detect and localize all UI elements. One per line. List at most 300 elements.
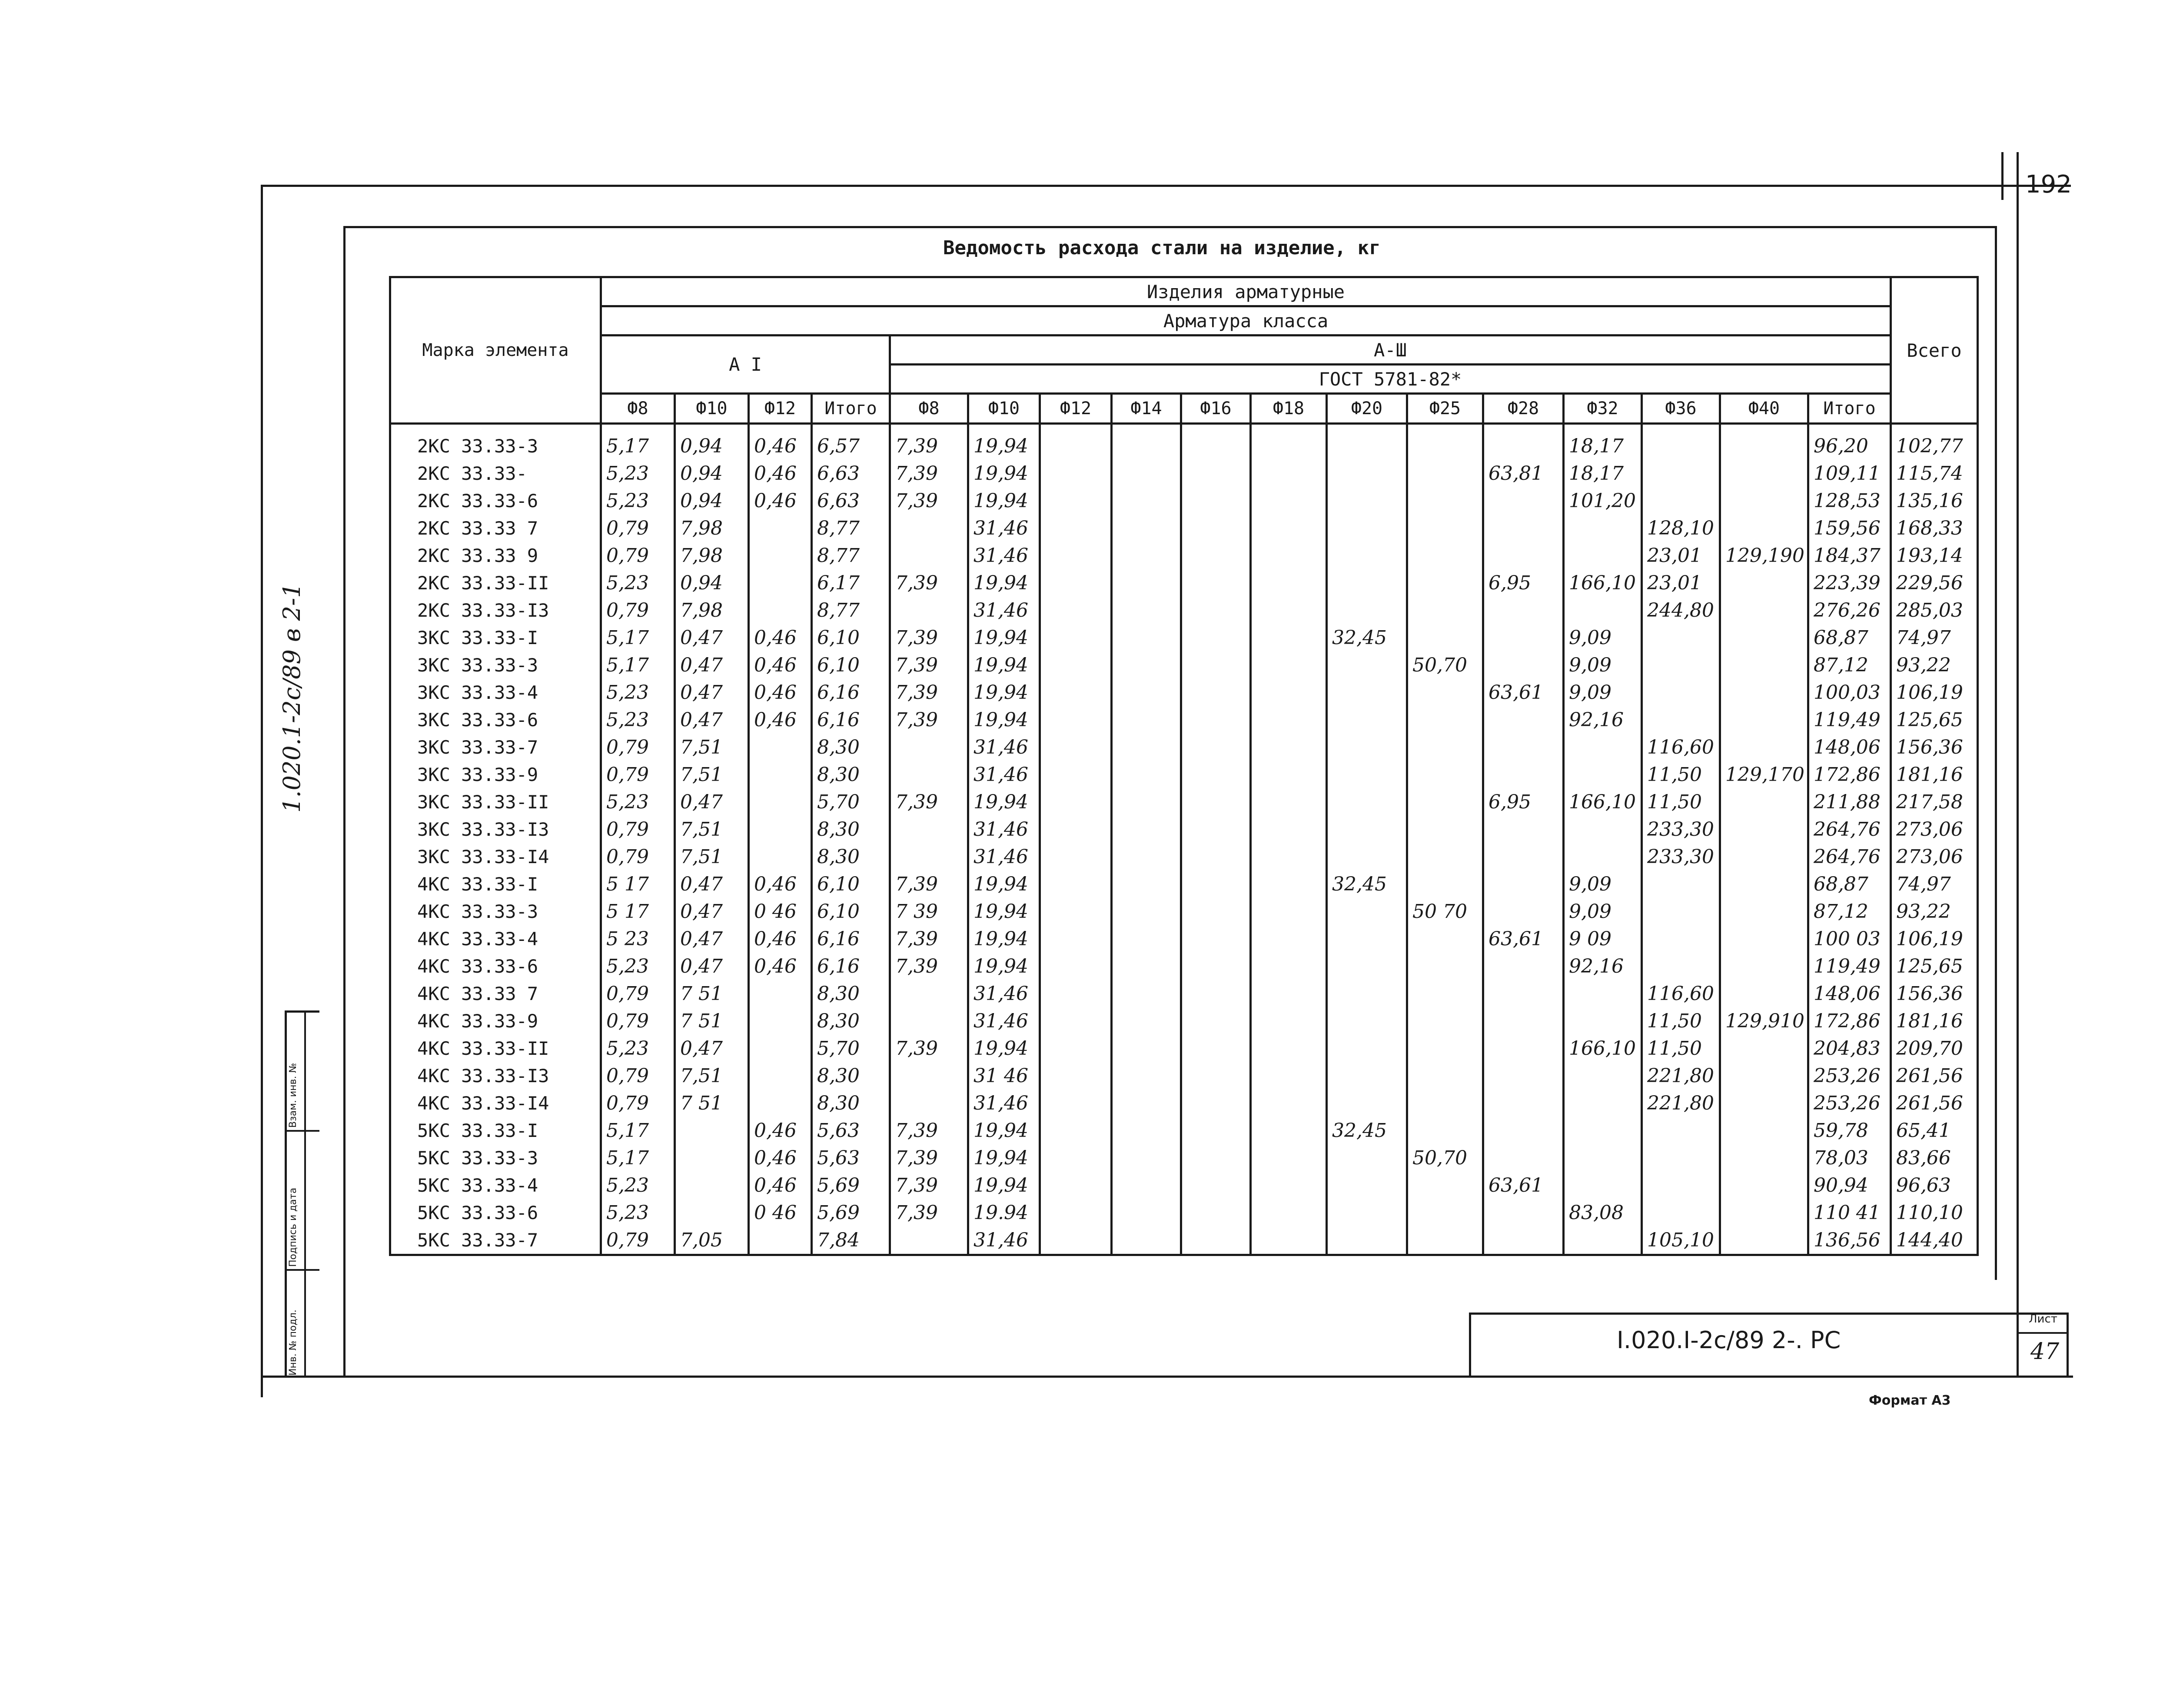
- value-cell: 148,06: [1808, 980, 1891, 1007]
- value-cell: 6,63: [812, 460, 890, 487]
- value-cell: 116,60: [1642, 980, 1720, 1007]
- value-cell: 7,39: [890, 953, 968, 980]
- element-mark: 5КС 33.33-3: [390, 1144, 601, 1172]
- grand-total-cell: 261,56: [1891, 1062, 1977, 1090]
- value-cell: 0,46: [749, 624, 812, 651]
- value-cell: 0,47: [675, 898, 749, 925]
- value-cell: [1251, 1007, 1327, 1035]
- value-cell: [1720, 651, 1808, 679]
- value-cell: 5,69: [812, 1172, 890, 1199]
- value-cell: [1251, 843, 1327, 871]
- value-cell: 5,17: [601, 1144, 675, 1172]
- value-cell: [1112, 515, 1181, 542]
- value-cell: [1040, 734, 1112, 761]
- value-cell: 83,08: [1564, 1199, 1642, 1226]
- value-cell: [675, 1117, 749, 1144]
- grand-total-cell: 74,97: [1891, 624, 1977, 651]
- value-cell: [1251, 624, 1327, 651]
- value-cell: [1040, 624, 1112, 651]
- value-cell: [1483, 1090, 1564, 1117]
- value-cell: [1181, 788, 1251, 816]
- grand-total-cell: 93,22: [1891, 651, 1977, 679]
- value-cell: 8,30: [812, 816, 890, 843]
- value-cell: 0,79: [601, 1226, 675, 1255]
- value-cell: 0,79: [601, 1062, 675, 1090]
- value-cell: [1181, 1144, 1251, 1172]
- value-cell: 105,10: [1642, 1226, 1720, 1255]
- grand-total-cell: 273,06: [1891, 843, 1977, 871]
- value-cell: 7,51: [675, 843, 749, 871]
- value-cell: [1483, 424, 1564, 460]
- value-cell: 5,17: [601, 1117, 675, 1144]
- value-cell: [1181, 1226, 1251, 1255]
- value-cell: [1720, 1090, 1808, 1117]
- value-cell: 129,170: [1720, 761, 1808, 788]
- value-cell: 5,17: [601, 624, 675, 651]
- table-row: [390, 1172, 1978, 1199]
- element-mark: 3КС 33.33-3: [390, 651, 601, 679]
- value-cell: 7,51: [675, 1062, 749, 1090]
- value-cell: 32,45: [1327, 1117, 1407, 1144]
- grand-total-cell: 261,56: [1891, 1090, 1977, 1117]
- col-a3-d12: Ф12: [1040, 394, 1112, 424]
- value-cell: 7 39: [890, 898, 968, 925]
- value-cell: 9 09: [1564, 925, 1642, 953]
- value-cell: 0,47: [675, 651, 749, 679]
- side-document-code: 1.020.1-2c/89 в 2-1: [278, 583, 306, 813]
- value-cell: 0,79: [601, 980, 675, 1007]
- grand-total-cell: 96,63: [1891, 1172, 1977, 1199]
- value-cell: 0,79: [601, 761, 675, 788]
- value-cell: [1112, 460, 1181, 487]
- value-cell: 8,30: [812, 734, 890, 761]
- value-cell: [1564, 980, 1642, 1007]
- value-cell: [1327, 761, 1407, 788]
- value-cell: [1112, 542, 1181, 569]
- value-cell: [1720, 460, 1808, 487]
- value-cell: [1407, 761, 1483, 788]
- value-cell: 0,46: [749, 651, 812, 679]
- value-cell: 100 03: [1808, 925, 1891, 953]
- col-a1-d8: Ф8: [601, 394, 675, 424]
- value-cell: 11,50: [1642, 1007, 1720, 1035]
- value-cell: 19,94: [968, 953, 1040, 980]
- value-cell: 6,10: [812, 871, 890, 898]
- value-cell: 7,51: [675, 761, 749, 788]
- element-mark: 3КС 33.33-II: [390, 788, 601, 816]
- value-cell: [1181, 871, 1251, 898]
- value-cell: 0,79: [601, 734, 675, 761]
- value-cell: [1112, 424, 1181, 460]
- value-cell: [1112, 1172, 1181, 1199]
- value-cell: 0,79: [601, 816, 675, 843]
- value-cell: [1040, 925, 1112, 953]
- value-cell: [1181, 651, 1251, 679]
- value-cell: [1564, 816, 1642, 843]
- value-cell: [1040, 953, 1112, 980]
- value-cell: [1040, 1226, 1112, 1255]
- stamp-top-line: [1469, 1313, 2069, 1315]
- value-cell: [1564, 1144, 1642, 1172]
- value-cell: 96,20: [1808, 424, 1891, 460]
- value-cell: [1251, 1090, 1327, 1117]
- element-mark: 2КС 33.33-6: [390, 487, 601, 515]
- value-cell: 8,30: [812, 761, 890, 788]
- value-cell: 50,70: [1407, 1144, 1483, 1172]
- table-row: [390, 569, 1978, 597]
- value-cell: 0,46: [749, 460, 812, 487]
- value-cell: [1327, 1090, 1407, 1117]
- element-mark: 4КС 33.33-6: [390, 953, 601, 980]
- value-cell: 7 51: [675, 980, 749, 1007]
- value-cell: 5,23: [601, 1172, 675, 1199]
- value-cell: [1040, 487, 1112, 515]
- value-cell: [1407, 424, 1483, 460]
- value-cell: [749, 788, 812, 816]
- value-cell: [1720, 734, 1808, 761]
- value-cell: [1720, 788, 1808, 816]
- value-cell: 7,39: [890, 925, 968, 953]
- value-cell: 5,23: [601, 953, 675, 980]
- value-cell: [1564, 734, 1642, 761]
- value-cell: 253,26: [1808, 1062, 1891, 1090]
- value-cell: [1040, 1090, 1112, 1117]
- value-cell: 119,49: [1808, 953, 1891, 980]
- value-cell: 5,17: [601, 651, 675, 679]
- value-cell: [1327, 424, 1407, 460]
- value-cell: 19,94: [968, 460, 1040, 487]
- table-body: [390, 424, 1978, 1255]
- value-cell: [1181, 816, 1251, 843]
- value-cell: [1181, 953, 1251, 980]
- grand-total-cell: 229,56: [1891, 569, 1977, 597]
- value-cell: 19.94: [968, 1199, 1040, 1226]
- value-cell: 7,39: [890, 1199, 968, 1226]
- value-cell: [1407, 816, 1483, 843]
- element-mark: 4КС 33.33-II: [390, 1035, 601, 1062]
- value-cell: 223,39: [1808, 569, 1891, 597]
- value-cell: 6,16: [812, 706, 890, 734]
- value-cell: [1327, 788, 1407, 816]
- value-cell: 31,46: [968, 542, 1040, 569]
- grand-total-cell: 168,33: [1891, 515, 1977, 542]
- value-cell: [1181, 843, 1251, 871]
- element-mark: 4КС 33.33 7: [390, 980, 601, 1007]
- inner-frame-top: [343, 226, 1995, 228]
- value-cell: [1251, 953, 1327, 980]
- value-cell: 116,60: [1642, 734, 1720, 761]
- value-cell: [1112, 597, 1181, 624]
- value-cell: 31,46: [968, 843, 1040, 871]
- value-cell: [1564, 1007, 1642, 1035]
- element-mark: 3КС 33.33-I3: [390, 816, 601, 843]
- value-cell: [1327, 734, 1407, 761]
- grand-total-cell: 102,77: [1891, 424, 1977, 460]
- value-cell: [1407, 1062, 1483, 1090]
- outer-frame-top: [261, 185, 2071, 187]
- value-cell: 101,20: [1564, 487, 1642, 515]
- value-cell: [1483, 597, 1564, 624]
- value-cell: 0,47: [675, 953, 749, 980]
- grand-total-cell: 156,36: [1891, 734, 1977, 761]
- grand-total-cell: 285,03: [1891, 597, 1977, 624]
- value-cell: 109,11: [1808, 460, 1891, 487]
- value-cell: [1720, 1199, 1808, 1226]
- value-cell: 63,61: [1483, 1172, 1564, 1199]
- value-cell: [749, 1007, 812, 1035]
- value-cell: [1407, 734, 1483, 761]
- value-cell: 7,98: [675, 597, 749, 624]
- grand-total-cell: 273,06: [1891, 816, 1977, 843]
- table-row: [390, 843, 1978, 871]
- value-cell: [1642, 706, 1720, 734]
- element-mark: 4КС 33.33-9: [390, 1007, 601, 1035]
- value-cell: 0,47: [675, 925, 749, 953]
- value-cell: 6,17: [812, 569, 890, 597]
- value-cell: [1181, 980, 1251, 1007]
- value-cell: [1040, 816, 1112, 843]
- value-cell: [1720, 679, 1808, 706]
- value-cell: [1040, 424, 1112, 460]
- col-a3-d28: Ф28: [1483, 394, 1564, 424]
- value-cell: 264,76: [1808, 816, 1891, 843]
- value-cell: 100,03: [1808, 679, 1891, 706]
- value-cell: [749, 597, 812, 624]
- value-cell: [1720, 898, 1808, 925]
- value-cell: [1407, 871, 1483, 898]
- value-cell: 8,30: [812, 980, 890, 1007]
- value-cell: [1407, 1226, 1483, 1255]
- value-cell: 5,23: [601, 1199, 675, 1226]
- table-row: [390, 624, 1978, 651]
- value-cell: [1040, 515, 1112, 542]
- value-cell: [1720, 1117, 1808, 1144]
- value-cell: [1251, 487, 1327, 515]
- value-cell: [1327, 1062, 1407, 1090]
- table-row: [390, 651, 1978, 679]
- grand-total-cell: 144,40: [1891, 1226, 1977, 1255]
- value-cell: 0,46: [749, 953, 812, 980]
- value-cell: [1251, 651, 1327, 679]
- value-cell: 5 17: [601, 898, 675, 925]
- value-cell: [1112, 1062, 1181, 1090]
- side-box-left: [285, 1010, 287, 1378]
- value-cell: [1642, 460, 1720, 487]
- table-row: [390, 898, 1978, 925]
- value-cell: [1040, 597, 1112, 624]
- value-cell: 119,49: [1808, 706, 1891, 734]
- value-cell: [1327, 898, 1407, 925]
- value-cell: [1112, 624, 1181, 651]
- col-a3-d25: Ф25: [1407, 394, 1483, 424]
- value-cell: 23,01: [1642, 542, 1720, 569]
- value-cell: [749, 816, 812, 843]
- value-cell: 7,39: [890, 706, 968, 734]
- value-cell: 6,57: [812, 424, 890, 460]
- value-cell: [1642, 424, 1720, 460]
- header-class-a3: А-Ш: [890, 336, 1891, 365]
- value-cell: [1251, 679, 1327, 706]
- inner-frame-left: [343, 226, 346, 1378]
- grand-total-cell: 181,16: [1891, 1007, 1977, 1035]
- value-cell: 129,910: [1720, 1007, 1808, 1035]
- stamp-sheet-divider: [2017, 1313, 2019, 1378]
- value-cell: [1720, 843, 1808, 871]
- value-cell: 7,51: [675, 734, 749, 761]
- value-cell: [890, 816, 968, 843]
- value-cell: 7,51: [675, 816, 749, 843]
- value-cell: [890, 597, 968, 624]
- value-cell: 32,45: [1327, 871, 1407, 898]
- value-cell: [675, 1172, 749, 1199]
- value-cell: [1720, 1144, 1808, 1172]
- value-cell: [1407, 542, 1483, 569]
- value-cell: [1181, 1007, 1251, 1035]
- value-cell: [1112, 487, 1181, 515]
- value-cell: [1251, 1172, 1327, 1199]
- value-cell: [1251, 761, 1327, 788]
- value-cell: 0,47: [675, 788, 749, 816]
- value-cell: 244,80: [1642, 597, 1720, 624]
- value-cell: [1720, 953, 1808, 980]
- value-cell: 5,17: [601, 424, 675, 460]
- value-cell: 8,77: [812, 542, 890, 569]
- value-cell: 0,94: [675, 424, 749, 460]
- grand-total-cell: 217,58: [1891, 788, 1977, 816]
- element-mark: 3КС 33.33-I: [390, 624, 601, 651]
- value-cell: 233,30: [1642, 843, 1720, 871]
- value-cell: [1720, 515, 1808, 542]
- value-cell: [1483, 542, 1564, 569]
- value-cell: [1181, 761, 1251, 788]
- value-cell: 8,30: [812, 1007, 890, 1035]
- element-mark: 3КС 33.33-6: [390, 706, 601, 734]
- value-cell: [1327, 706, 1407, 734]
- value-cell: 6,95: [1483, 569, 1564, 597]
- value-cell: [1251, 569, 1327, 597]
- value-cell: [890, 980, 968, 1007]
- value-cell: 31,46: [968, 515, 1040, 542]
- value-cell: 5,69: [812, 1199, 890, 1226]
- value-cell: [1112, 898, 1181, 925]
- value-cell: [1040, 1062, 1112, 1090]
- value-cell: 0,79: [601, 515, 675, 542]
- value-cell: 0,46: [749, 1144, 812, 1172]
- col-a3-d14: Ф14: [1112, 394, 1181, 424]
- value-cell: [1407, 1199, 1483, 1226]
- value-cell: [1112, 843, 1181, 871]
- table-row: [390, 706, 1978, 734]
- grand-total-cell: 115,74: [1891, 460, 1977, 487]
- grand-total-cell: 193,14: [1891, 542, 1977, 569]
- grand-total-cell: 181,16: [1891, 761, 1977, 788]
- value-cell: [749, 542, 812, 569]
- value-cell: [1181, 679, 1251, 706]
- value-cell: [1720, 424, 1808, 460]
- value-cell: [1642, 624, 1720, 651]
- value-cell: 32,45: [1327, 624, 1407, 651]
- value-cell: [1181, 1199, 1251, 1226]
- value-cell: [1483, 871, 1564, 898]
- value-cell: [1181, 515, 1251, 542]
- value-cell: 7,39: [890, 1117, 968, 1144]
- grand-total-cell: 209,70: [1891, 1035, 1977, 1062]
- value-cell: 19,94: [968, 569, 1040, 597]
- value-cell: [1112, 953, 1181, 980]
- element-mark: 4КС 33.33-I4: [390, 1090, 601, 1117]
- value-cell: [1483, 515, 1564, 542]
- value-cell: [890, 761, 968, 788]
- value-cell: [1720, 569, 1808, 597]
- value-cell: [1327, 1226, 1407, 1255]
- col-a1-d12: Ф12: [749, 394, 812, 424]
- grand-total-cell: 125,65: [1891, 953, 1977, 980]
- value-cell: [1181, 925, 1251, 953]
- value-cell: [1327, 816, 1407, 843]
- value-cell: 276,26: [1808, 597, 1891, 624]
- value-cell: [890, 1226, 968, 1255]
- value-cell: [1181, 424, 1251, 460]
- stamp-right-line: [2067, 1313, 2069, 1378]
- value-cell: [1720, 597, 1808, 624]
- element-mark: 3КС 33.33-I4: [390, 843, 601, 871]
- value-cell: [749, 843, 812, 871]
- header-mark: Марка элемента: [390, 277, 601, 424]
- table-row: [390, 1090, 1978, 1117]
- table-row: [390, 925, 1978, 953]
- value-cell: [749, 569, 812, 597]
- value-cell: [1483, 816, 1564, 843]
- stamp-document-code: I.020.I-2c/89 2-. PC: [1617, 1326, 1841, 1354]
- value-cell: 204,83: [1808, 1035, 1891, 1062]
- value-cell: [1407, 679, 1483, 706]
- table-row: [390, 980, 1978, 1007]
- value-cell: [1327, 679, 1407, 706]
- value-cell: 92,16: [1564, 706, 1642, 734]
- value-cell: [1040, 761, 1112, 788]
- value-cell: 129,190: [1720, 542, 1808, 569]
- value-cell: 166,10: [1564, 1035, 1642, 1062]
- col-a3-d40: Ф40: [1720, 394, 1808, 424]
- side-label-inv: Инв. № подл.: [288, 1309, 299, 1376]
- value-cell: [1407, 1172, 1483, 1199]
- table-row: [390, 1035, 1978, 1062]
- value-cell: [1483, 624, 1564, 651]
- value-cell: 19,94: [968, 1117, 1040, 1144]
- side-box-sep-1: [285, 1130, 319, 1132]
- value-cell: 8,30: [812, 843, 890, 871]
- value-cell: 184,37: [1808, 542, 1891, 569]
- value-cell: 31,46: [968, 734, 1040, 761]
- value-cell: [1040, 1117, 1112, 1144]
- value-cell: [1112, 1090, 1181, 1117]
- col-a3-d16: Ф16: [1181, 394, 1251, 424]
- value-cell: [1483, 1007, 1564, 1035]
- element-mark: 2КС 33.33-II: [390, 569, 601, 597]
- value-cell: [1040, 1199, 1112, 1226]
- value-cell: [1112, 1117, 1181, 1144]
- value-cell: [1642, 953, 1720, 980]
- stamp-sheet-label: Лист: [2029, 1313, 2057, 1326]
- value-cell: [749, 1226, 812, 1255]
- value-cell: 5,23: [601, 487, 675, 515]
- value-cell: [1040, 871, 1112, 898]
- value-cell: [1483, 1117, 1564, 1144]
- element-mark: 5КС 33.33-6: [390, 1199, 601, 1226]
- value-cell: 50,70: [1407, 651, 1483, 679]
- table-row: [390, 1226, 1978, 1255]
- value-cell: [1251, 1226, 1327, 1255]
